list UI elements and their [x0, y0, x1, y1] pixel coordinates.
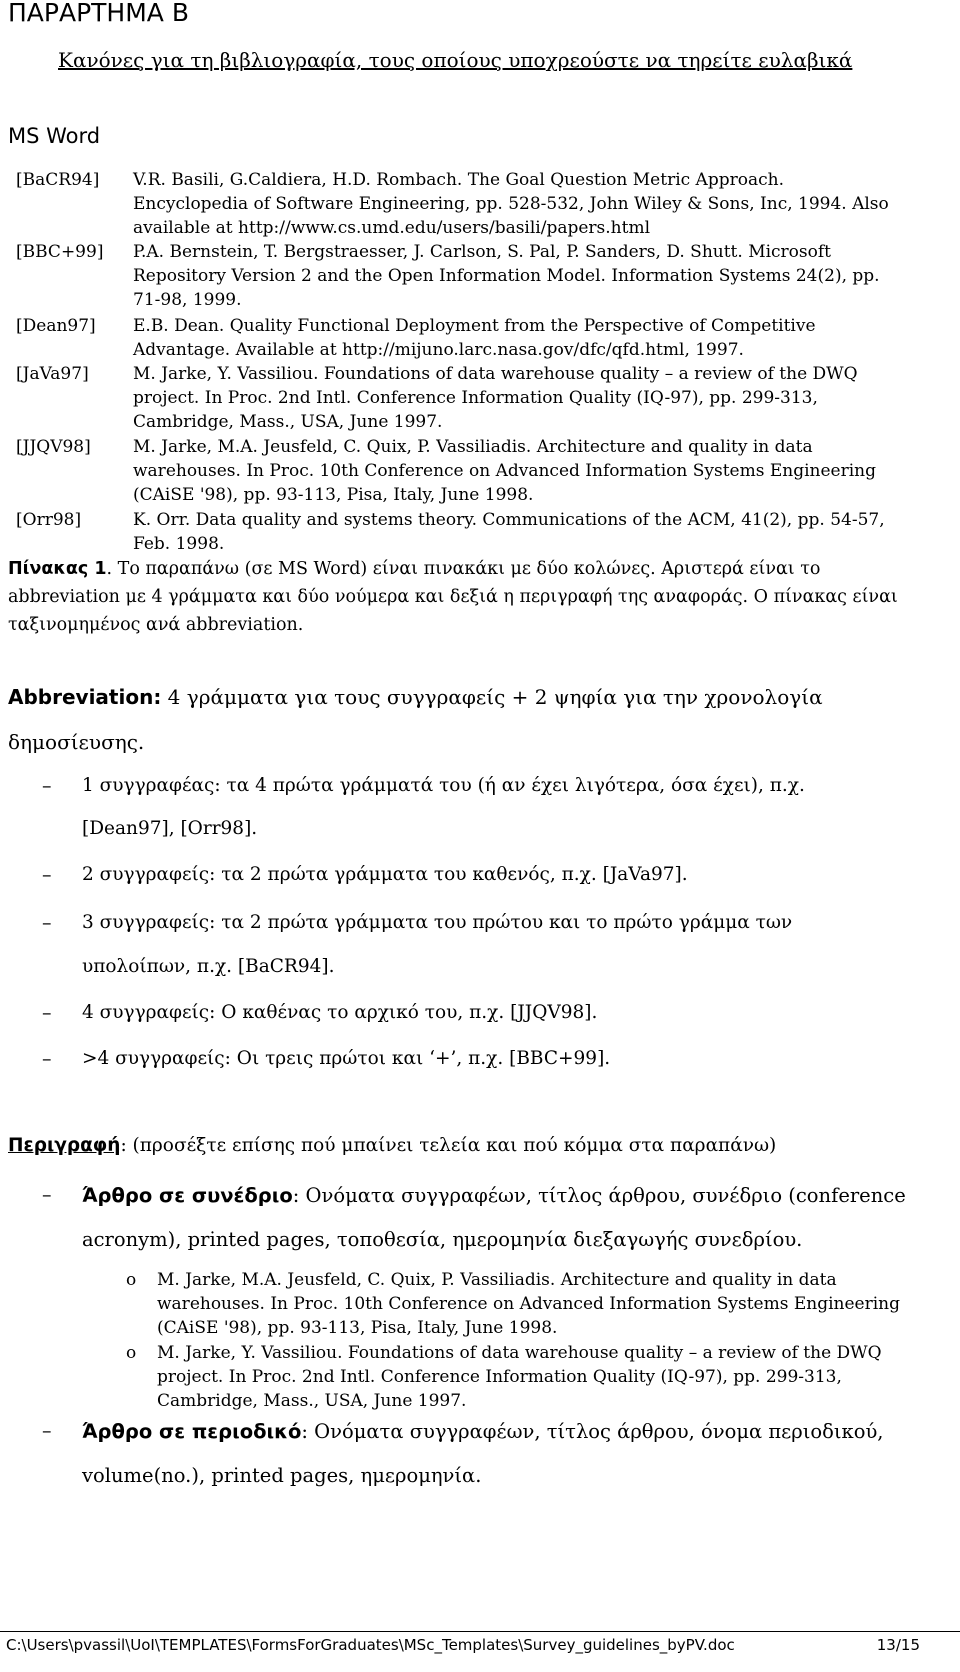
example-line: project. In Proc. 2nd Intl. Conference Information Quality (IQ-97), pp. 299-313,	[157, 1367, 842, 1387]
ref-text-line: Feb. 1998.	[133, 534, 225, 554]
footer-file-path: C:\Users\pvassil\UoI\TEMPLATES\FormsForGraduates\MSc_Templates\Survey_guidelines_byPV.doc	[6, 1636, 735, 1654]
ref-text-line: M. Jarke, Y. Vassiliou. Foundations of data warehouse quality – a review of the DWQ	[133, 364, 858, 384]
description-heading	[8, 1135, 776, 1156]
dash-bullet: –	[42, 775, 52, 797]
ref-key: [Dean97]	[16, 316, 96, 336]
ref-text-line: Cambridge, Mass., USA, June 1997.	[133, 412, 443, 432]
dash-bullet: –	[42, 864, 52, 886]
caption-line: ταξινομημένος ανά abbreviation.	[8, 615, 304, 635]
rule-line: 3 συγγραφείς: τα 2 πρώτα γράμματα του πρώτου και το πρώτο γράμμα των	[82, 912, 793, 933]
abbreviation-heading	[8, 685, 823, 709]
abbreviation-line: δημοσίευσης.	[8, 730, 145, 754]
dash-bullet: –	[42, 1048, 52, 1070]
rule-line: 1 συγγραφέας: τα 4 πρώτα γράμματά του (ή αν έχει λιγότερα, όσα έχει), π.χ.	[82, 775, 805, 796]
ref-text-line: K. Orr. Data quality and systems theory. Communications of the ACM, 41(2), pp. 54-57,	[133, 510, 885, 530]
ref-text-line: (CAiSE '98), pp. 93-113, Pisa, Italy, June 1998.	[133, 485, 534, 505]
journal-text: : Ονόματα συγγραφέων, τίτλος άρθρου, όνομα περιοδικού,	[301, 1420, 884, 1443]
description-label: Περιγραφή	[8, 1135, 121, 1156]
example-line: warehouses. In Proc. 10th Conference on Advanced Information Systems Engineering	[157, 1294, 900, 1314]
section-heading-msword: MS Word	[8, 124, 101, 148]
circle-bullet: o	[126, 1343, 137, 1363]
ref-text-line: P.A. Bernstein, T. Bergstraesser, J. Carlson, S. Pal, P. Sanders, D. Shutt. Microsoft	[133, 242, 831, 262]
conference-label: Άρθρο σε συνέδριο	[82, 1184, 293, 1207]
rule-line: [Dean97], [Orr98].	[82, 818, 258, 839]
ref-text-line: Encyclopedia of Software Engineering, pp. 528-532, John Wiley & Sons, Inc, 1994. Also	[133, 194, 889, 214]
conference-line: acronym), printed pages, τοποθεσία, ημερομηνία διεξαγωγής συνεδρίου.	[82, 1228, 803, 1251]
abbreviation-label: Abbreviation:	[8, 685, 162, 709]
caption-label: Πίνακας 1	[8, 559, 107, 579]
ref-key: [BaCR94]	[16, 170, 100, 190]
conference-rule	[82, 1184, 906, 1207]
page-title: ΠΑΡΑΡΤΗΜΑ Β	[8, 0, 189, 27]
caption-text: . Το παραπάνω (σε MS Word) είναι πινακάκι με δύο κολώνες. Αριστερά είναι το	[106, 559, 821, 579]
description-text: : (προσέξτε επίσης πού μπαίνει τελεία και πού κόμμα στα παραπάνω)	[120, 1135, 777, 1156]
example-line: M. Jarke, Y. Vassiliou. Foundations of data warehouse quality – a review of the DWQ	[157, 1343, 882, 1363]
rule-line: >4 συγγραφείς: Οι τρεις πρώτοι και ‘+’, π.χ. [BBC+99].	[82, 1048, 611, 1069]
dash-bullet: –	[42, 912, 52, 934]
ref-text-line: 71-98, 1999.	[133, 290, 242, 310]
rule-line: 4 συγγραφείς: Ο καθένας το αρχικό του, π.χ. [JJQV98].	[82, 1002, 598, 1023]
ref-key: [JJQV98]	[16, 437, 91, 457]
conference-text: : Ονόματα συγγραφέων, τίτλος άρθρου, συνέδριο (conference	[292, 1184, 906, 1207]
journal-rule	[82, 1420, 884, 1443]
ref-text-line: warehouses. In Proc. 10th Conference on Advanced Information Systems Engineering	[133, 461, 876, 481]
example-line: M. Jarke, M.A. Jeusfeld, C. Quix, P. Vassiliadis. Architecture and quality in data	[157, 1270, 837, 1290]
ref-text-line: M. Jarke, M.A. Jeusfeld, C. Quix, P. Vassiliadis. Architecture and quality in data	[133, 437, 813, 457]
footer-page-number: 13/15	[876, 1636, 920, 1654]
caption-line: abbreviation με 4 γράμματα και δύο νούμερα και δεξιά η περιγραφή της αναφοράς. Ο πίνακας είναι	[8, 587, 898, 607]
footer-divider	[0, 1631, 960, 1632]
journal-label: Άρθρο σε περιοδικό	[82, 1420, 302, 1443]
journal-line: volume(no.), printed pages, ημερομηνία.	[82, 1464, 482, 1487]
dash-bullet: –	[42, 1420, 52, 1442]
rule-line: 2 συγγραφείς: τα 2 πρώτα γράμματα του καθενός, π.χ. [JaVa97].	[82, 864, 688, 885]
dash-bullet: –	[42, 1184, 52, 1206]
ref-text-line: Repository Version 2 and the Open Information Model. Information Systems 24(2), pp.	[133, 266, 880, 286]
circle-bullet: o	[126, 1270, 137, 1290]
table-caption	[8, 559, 820, 579]
rule-line: υπολοίπων, π.χ. [BaCR94].	[82, 956, 335, 977]
example-line: Cambridge, Mass., USA, June 1997.	[157, 1391, 467, 1411]
ref-key: [JaVa97]	[16, 364, 89, 384]
example-line: (CAiSE '98), pp. 93-113, Pisa, Italy, June 1998.	[157, 1318, 558, 1338]
abbreviation-text: 4 γράμματα για τους συγγραφείς + 2 ψηφία για την χρονολογία	[161, 685, 823, 709]
subtitle: Κανόνες για τη βιβλιογραφία, τους οποίους υποχρεούστε να τηρείτε ευλαβικά	[58, 48, 853, 72]
ref-key: [BBC+99]	[16, 242, 104, 262]
ref-text-line: E.B. Dean. Quality Functional Deployment from the Perspective of Competitive	[133, 316, 816, 336]
ref-text-line: available at http://www.cs.umd.edu/users/basili/papers.html	[133, 218, 651, 238]
ref-text-line: Advantage. Available at http://mijuno.larc.nasa.gov/dfc/qfd.html, 1997.	[133, 340, 744, 360]
dash-bullet: –	[42, 1002, 52, 1024]
ref-text-line: V.R. Basili, G.Caldiera, H.D. Rombach. The Goal Question Metric Approach.	[133, 170, 784, 190]
ref-key: [Orr98]	[16, 510, 82, 530]
ref-text-line: project. In Proc. 2nd Intl. Conference Information Quality (IQ-97), pp. 299-313,	[133, 388, 818, 408]
